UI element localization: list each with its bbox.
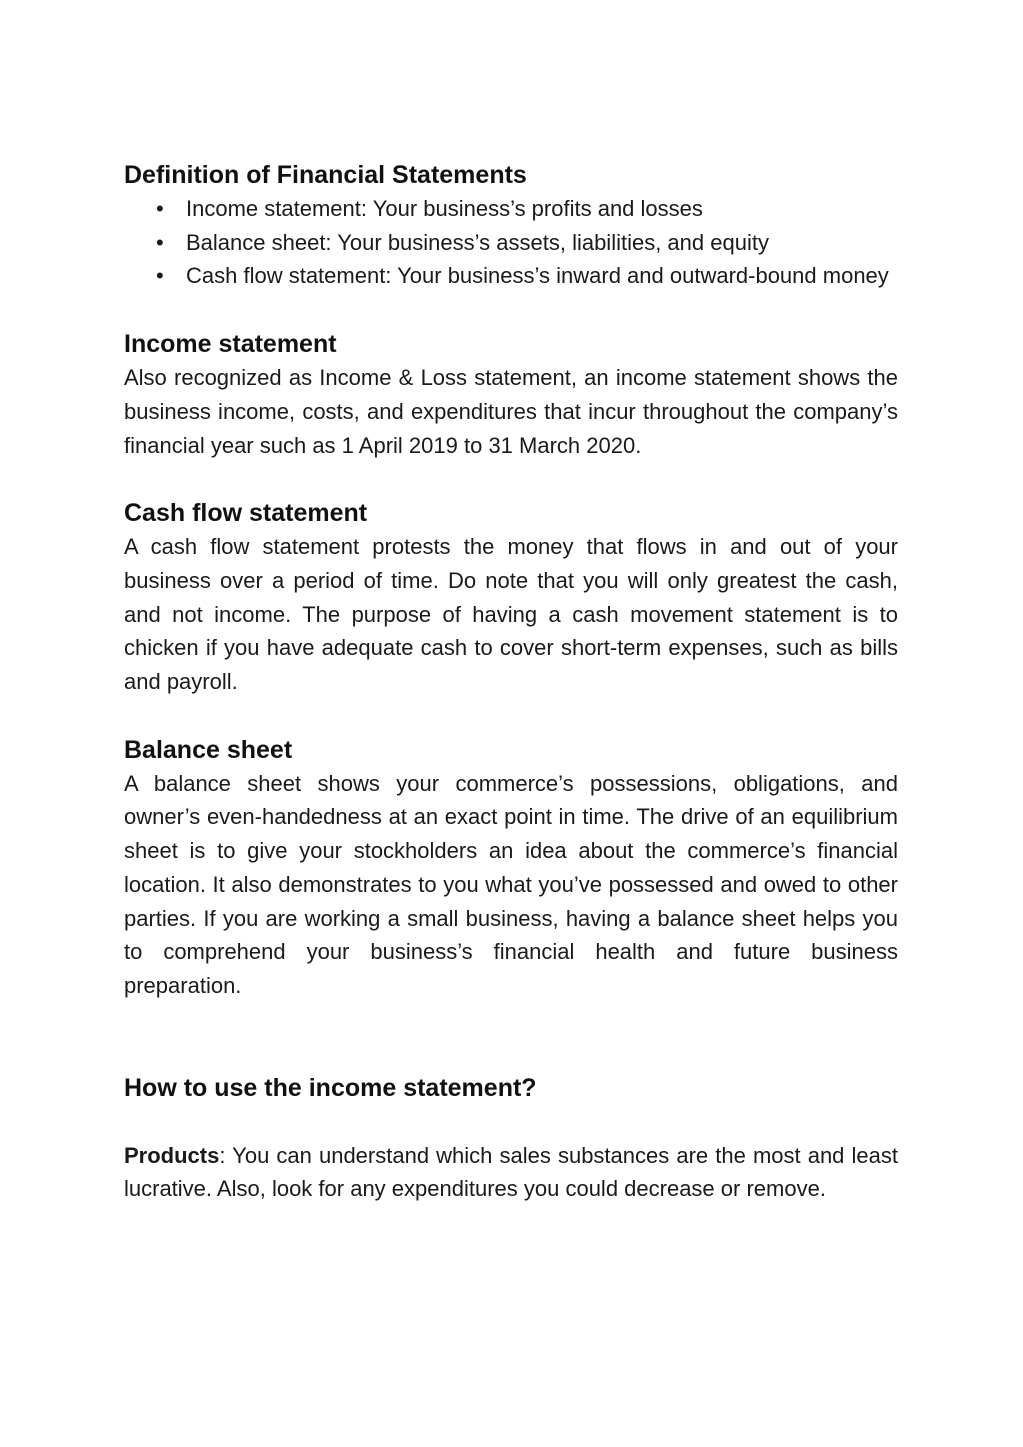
definition-heading: Definition of Financial Statements — [124, 161, 527, 189]
list-item-text: Cash flow statement: Your business’s inward and outward-bound money — [186, 263, 889, 289]
list-item — [124, 226, 898, 260]
income-statement-body: Also recognized as Income & Loss statement, an income statement shows the business income, costs, and expenditures that incur throughout the company’s financial year such as 1 April 2019 to 31 March 2020. — [124, 365, 898, 458]
cash-flow-heading: Cash flow statement — [124, 499, 368, 528]
list-item — [124, 259, 898, 293]
products-label: Products — [124, 1142, 220, 1168]
cash-flow-body: A cash flow statement protests the money that flows in and out of your business over a period of time. Do note that you will only greatest the cash, and not income. The purpose of having a cash movement statement is to chicken if you have adequate cash to cover short-term expenses, such as bills and payroll. — [124, 534, 898, 695]
balance-sheet-heading: Balance sheet — [124, 735, 293, 764]
balance-sheet-section — [124, 733, 898, 1003]
how-to-section — [124, 1071, 898, 1206]
balance-sheet-body: A balance sheet shows your commerce’s possessions, obligations, and owner’s even-handedness at an exact point in time. The drive of an equilibrium sheet is to give your stockholders an idea about the commerce’s financial location. It also demonstrates to you what you’ve possessed and owed to other parties. If you are working a small business, having a balance sheet helps you to comprehend your business’s financial health and future business preparation. — [124, 770, 898, 998]
document-page — [124, 158, 898, 1206]
products-text: : You can understand which sales substances are the most and least lucrative. Also, look for any expenditures you could decrease or remove. — [124, 1142, 898, 1202]
bullet-icon: • — [156, 196, 164, 221]
products-paragraph — [124, 1139, 898, 1206]
list-item — [124, 192, 898, 226]
bullet-icon: • — [156, 229, 164, 255]
income-statement-heading: Income statement — [124, 330, 337, 359]
list-item-text: Income statement: Your business’s profits and losses — [186, 196, 703, 221]
definition-list — [124, 192, 898, 293]
cash-flow-section — [124, 496, 898, 699]
income-statement-section — [124, 327, 898, 462]
definition-section — [124, 158, 898, 293]
how-to-heading: How to use the income statement? — [124, 1073, 537, 1102]
list-item-text: Balance sheet: Your business’s assets, liabilities, and equity — [186, 229, 769, 255]
bullet-icon: • — [156, 263, 164, 289]
